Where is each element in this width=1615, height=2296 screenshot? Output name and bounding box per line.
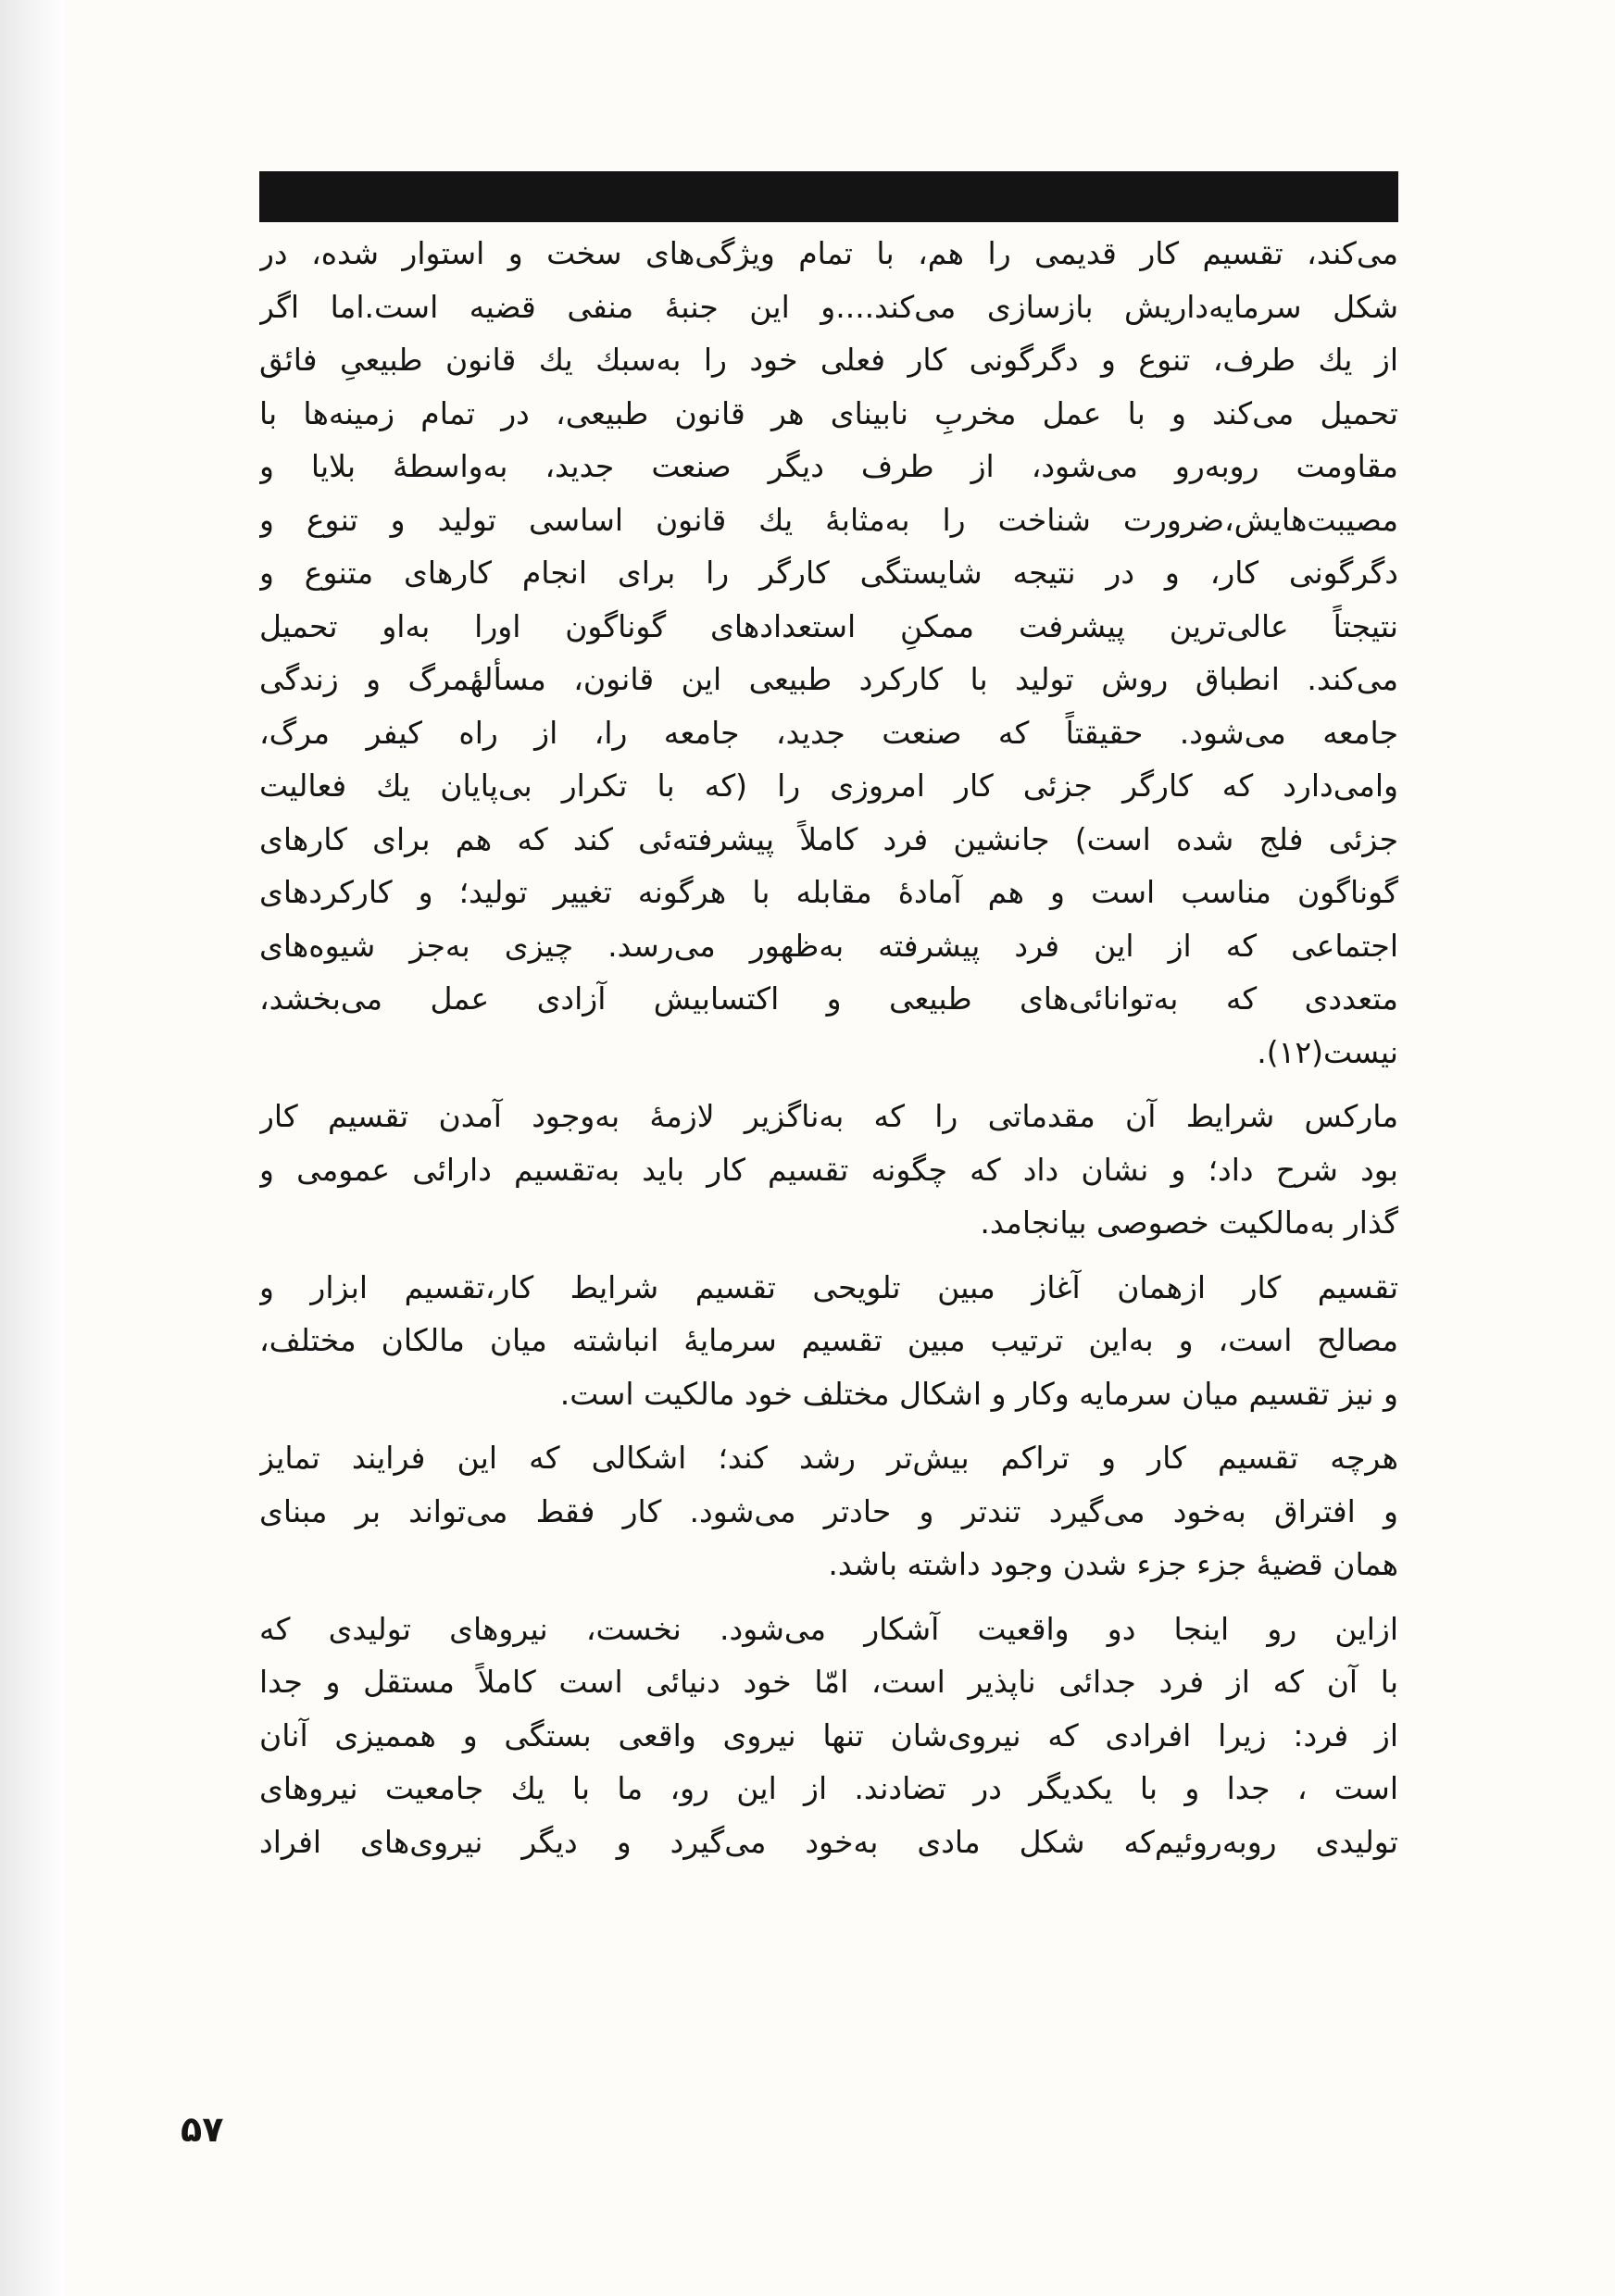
text-line: همان قضیهٔ جزء جزء شدن وجود داشته باشد. [828,1546,1398,1582]
text-line: مقاومت روبه‌رو می‌شود، از طرف دیگر صنعت جدید، به‌واسطهٔ بلایا و [259,448,1398,484]
paragraph [259,1431,1398,1591]
text-line: مصالح است، و به‌این ترتیب مبین تقسیم سرمایهٔ انباشته میان مالکان مختلف، [259,1322,1398,1358]
text-line: گذار به‌مالکیت خصوصی بیانجامد. [980,1204,1398,1241]
text-line: نیست(۱۲). [1257,1033,1398,1070]
text-line: بود شرح داد؛ و نشان داد که چگونه تقسیم کار باید به‌تقسیم دارائی عمومی و [259,1151,1398,1188]
text-line: جزئی فلج شده است) جانشین فرد کاملاً پیشرفته‌ئی کند که هم برای کارهای [259,820,1398,857]
text-line: گوناگون مناسب است و هم آمادهٔ مقابله با هرگونه تغییر تولید؛ و کارکردهای [259,874,1398,910]
text-line: ازاین رو اینجا دو واقعیت آشکار می‌شود. نخست، نیروهای تولیدی که [259,1610,1398,1647]
paragraph-gap [259,1079,1398,1090]
text-line: از فرد: زیرا افرادی که نیروی‌شان تنها نیروی واقعی بستگی و هممیزی آنان [259,1716,1398,1753]
text-line: تولیدی روبه‌روئیم‌که شکل مادی به‌خود می‌گیرد و دیگر نیروی‌های افراد [259,1823,1398,1860]
text-line: هرچه تقسیم کار و تراکم بیش‌تر رشد کند؛ اشکالی که این فرایند تمایز [259,1440,1398,1476]
text-line: و افتراق به‌خود می‌گیرد تندتر و حادتر می‌شود. کار فقط می‌تواند بر مبنای [259,1492,1398,1529]
page-number: ۵۷ [181,2109,224,2150]
paragraph-gap [259,1420,1398,1431]
paragraph-gap [259,1591,1398,1603]
text-line: مارکس شرایط آن مقدماتی را که به‌ناگزیر لازمهٔ به‌وجود آمدن تقسیم کار [259,1098,1398,1134]
text-line: و نیز تقسیم میان سرمایه وکار و اشکال مختلف خود مالکیت است. [559,1375,1398,1412]
text-line: است ، جدا و با یکدیگر در تضادند. از این رو، ما با یك جامعیت نیروهای [259,1770,1398,1806]
text-line: جامعه می‌شود. حقیقتاً که صنعت جدید، جامعه را، از راه کیفر مرگ، [259,714,1398,751]
text-line: نتیجتاً عالی‌ترین پیشرفت ممکنِ استعدادهای گوناگون اورا به‌او تحمیل [259,607,1398,644]
text-line: متعددی که به‌توانائی‌های طبیعی و اکتسابیش آزادی عمل می‌بخشد، [259,980,1398,1017]
text-line: شکل سرمایه‌داریش بازسازی می‌کند....و این جنبهٔ منفی قضیه است.اما اگر [259,288,1398,325]
page-gutter-shadow [0,0,65,2296]
text-line: تحمیل می‌کند و با عمل مخربِ نابینای هر قانون طبیعی، در تمام زمینه‌ها با [259,394,1398,431]
text-line: می‌کند، تقسیم کار قدیمی را هم، با تمام ویژگی‌های سخت و استوار شده، در [259,235,1398,271]
text-line: وامی‌دارد که کارگر جزئی کار امروزی را (که با تکرار بی‌پایان یك فعالیت [259,767,1398,804]
page-header-bar [259,171,1398,222]
paragraph [259,1261,1398,1421]
text-line: با آن که از فرد جدائی ناپذیر است، امّا خود دنیائی است کاملاً مستقل و جدا [259,1664,1398,1700]
text-line: از یك طرف، تنوع و دگرگونی کار فعلی خود را به‌سبك یك قانون طبیعیِ فائق [259,342,1398,378]
text-line: مصیبت‌هایش،ضرورت شناخت را به‌مثابهٔ یك قانون اساسی تولید و تنوع و [259,501,1398,538]
page-body-text [259,227,1398,1868]
paragraph [259,227,1398,1079]
text-line: اجتماعی که از این فرد پیشرفته به‌ظهور می‌رسد. چیزی به‌جز شیوه‌های [259,927,1398,964]
paragraph-gap [259,1250,1398,1261]
paragraph [259,1603,1398,1869]
text-line: دگرگونی کار، و در نتیجه شایستگی کارگر را برای انجام کارهای متنوع و [259,555,1398,591]
paragraph [259,1090,1398,1250]
text-line: تقسیم کار ازهمان آغاز مبین تلویحی تقسیم شرایط کار،تقسیم ابزار و [259,1268,1398,1305]
text-line: می‌کند. انطباق روش تولید با کارکرد طبیعی این قانون، مسألهٔمرگ و زندگی [259,661,1398,697]
